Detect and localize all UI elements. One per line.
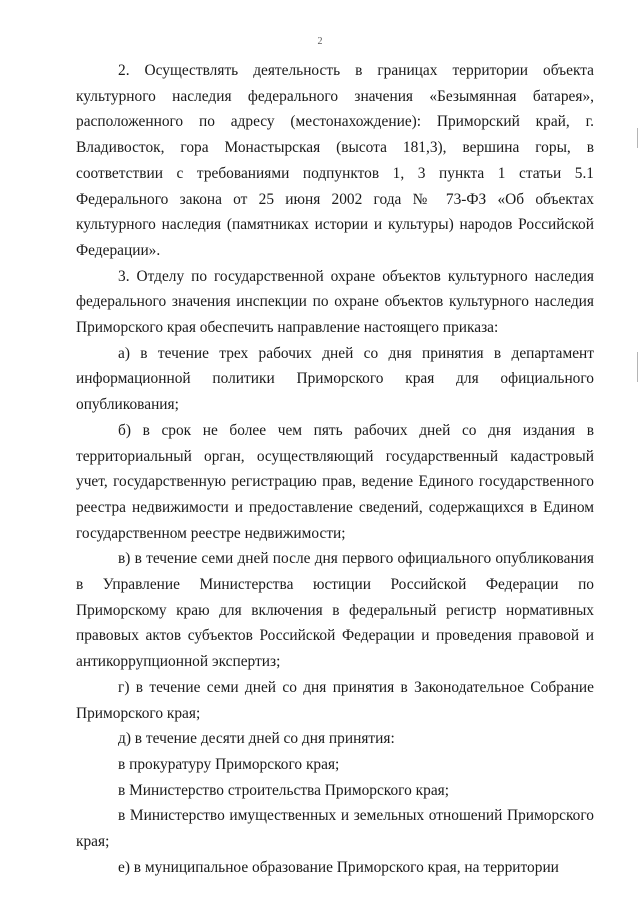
- paragraph-recipient-construction-ministry: в Министерство строительства Приморского края;: [118, 781, 450, 799]
- paragraph-item-d: д) в течение десяти дней со дня принятия:: [118, 730, 395, 748]
- paragraph-clause-2: 2. Осуществлять деятельность в границах территории объекта культурного наследия федерального значения «Безымянная батарея», расположенного по адресу (местонахождение): Приморский край, г. Владивосток, гора Монастырская (высота 181,3), вершина горы, в соответствии с требованиями подпунктов 1, 3 пункта 1 статьи 5.1 Федерального закона от 25 июня 2002 года № 73-ФЗ «Об объектах культурного наследия (памятниках истории и культуры) народов Российской Федерации».: [76, 62, 594, 259]
- paragraph-recipient-property-ministry: в Министерство имущественных и земельных отношений Приморского края;: [76, 807, 594, 851]
- paragraph-recipient-prosecutor: в прокуратуру Приморского края;: [118, 755, 340, 773]
- paragraph-item-b: б) в срок не более чем пять рабочих дней со дня издания в территориальный орган, осуществляющий государственный кадастровый учет, государственную регистрацию прав, ведение Единого государственного реестра недвижимости и предоставление сведений, содержащихся в Едином государственном реестре недвижимости;: [76, 421, 594, 542]
- paragraph-item-e: е) в муниципальное образование Приморского края, на территории: [118, 858, 559, 876]
- paragraph-clause-3: 3. Отделу по государственной охране объектов культурного наследия федерального значения инспекции по охране объектов культурного наследия Приморского края обеспечить направление настоящего приказа:: [76, 267, 594, 337]
- scan-edge-mark: [637, 352, 638, 382]
- document-body: [76, 58, 594, 881]
- scan-edge-mark: [637, 128, 638, 148]
- paragraph-item-a: а) в течение трех рабочих дней со дня принятия в департамент информационной политики Приморского края для официального опубликования;: [76, 344, 594, 414]
- paragraph-item-g: г) в течение семи дней со дня принятия в Законодательное Собрание Приморского края;: [76, 678, 594, 722]
- page-number: 2: [317, 36, 323, 47]
- paragraph-item-v: в) в течение семи дней после дня первого официального опубликования в Управление Министерства юстиции Российской Федерации по Приморскому краю для включения в федеральный регистр нормативных правовых актов субъектов Российской Федерации и проведения правовой и антикоррупционной экспертиз;: [76, 550, 594, 671]
